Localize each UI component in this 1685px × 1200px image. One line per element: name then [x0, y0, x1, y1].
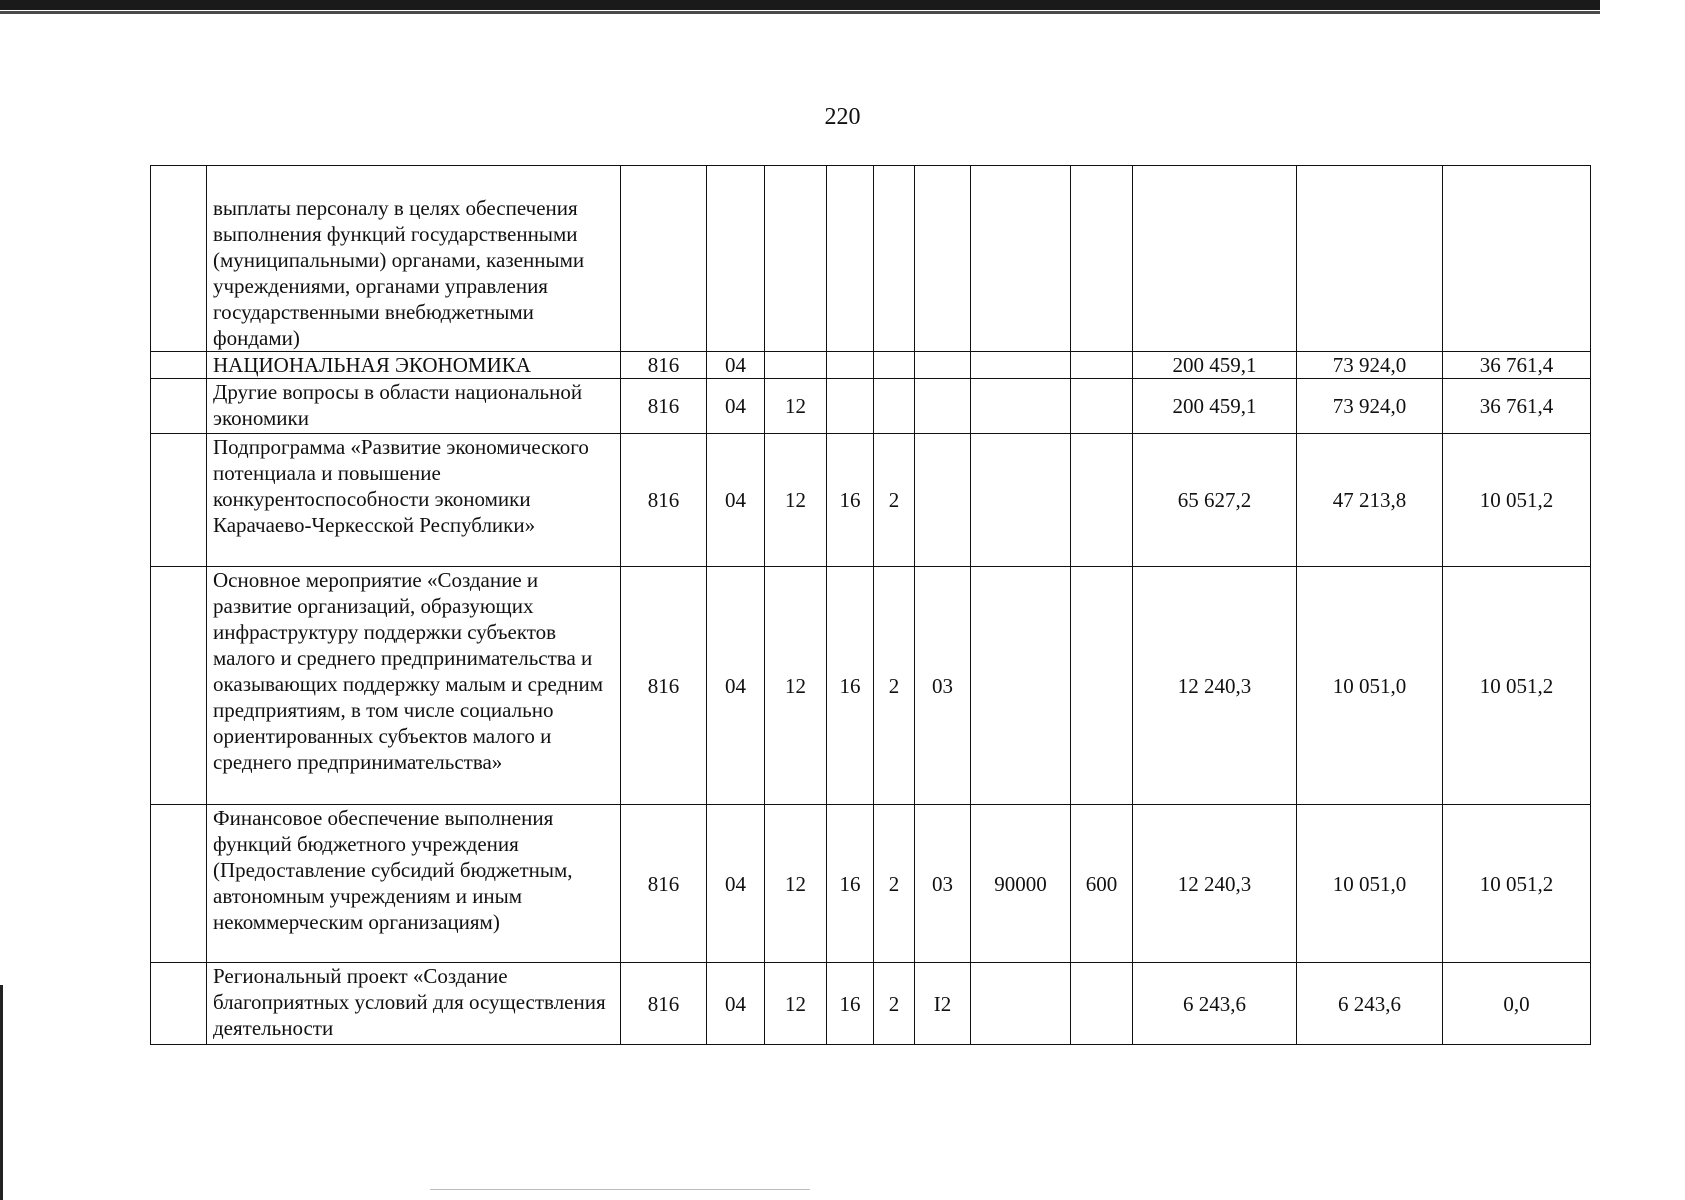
table-row: [151, 166, 1591, 352]
table-row: [151, 379, 1591, 434]
cell-direction: [971, 963, 1071, 1045]
cell-subprogram: 2: [874, 567, 915, 805]
cell-sum-2: 73 924,0: [1297, 352, 1443, 379]
cell-sum-3: 10 051,2: [1443, 434, 1591, 567]
cell-sum-1: 65 627,2: [1133, 434, 1297, 567]
cell-code: 816: [621, 805, 707, 963]
cell-sum-1: 200 459,1: [1133, 352, 1297, 379]
cell-sum-2: 10 051,0: [1297, 567, 1443, 805]
cell-expense-type: [1071, 352, 1133, 379]
cell-subprogram: 2: [874, 963, 915, 1045]
cell-direction: 90000: [971, 805, 1071, 963]
table-row: [151, 352, 1591, 379]
row-name: выплаты персоналу в целях обеспечения выполнения функций государственными (муниципальными) органами, казенными учреждениями, органами управления государственными внебюджетными фондами): [207, 166, 621, 352]
cell-subsection: 12: [765, 434, 827, 567]
cell-subprogram: [874, 166, 915, 352]
cell-section: 04: [707, 963, 765, 1045]
cell-expense-type: [1071, 963, 1133, 1045]
table-row: [151, 805, 1591, 963]
row-name: НАЦИОНАЛЬНАЯ ЭКОНОМИКА: [207, 352, 621, 379]
cell-expense-type: [1071, 567, 1133, 805]
cell-sum-3: [1443, 166, 1591, 352]
cell-code: 816: [621, 963, 707, 1045]
cell-event: [915, 352, 971, 379]
cell-direction: [971, 434, 1071, 567]
cell-section: 04: [707, 805, 765, 963]
table-row: [151, 434, 1591, 567]
cell-sum-3: 0,0: [1443, 963, 1591, 1045]
cell-program: 16: [827, 434, 874, 567]
table-row: [151, 963, 1591, 1045]
cell-sum-2: 10 051,0: [1297, 805, 1443, 963]
scan-left-edge: [0, 985, 3, 1200]
scan-bottom-faint-line: [430, 1189, 810, 1190]
cell-event: [915, 166, 971, 352]
cell-sum-3: 36 761,4: [1443, 379, 1591, 434]
cell-sum-1: 200 459,1: [1133, 379, 1297, 434]
row-name: Другие вопросы в области национальной экономики: [207, 379, 621, 434]
cell-direction: [971, 567, 1071, 805]
row-index-cell: [151, 379, 207, 434]
cell-program: [827, 352, 874, 379]
cell-subsection: 12: [765, 805, 827, 963]
row-index-cell: [151, 963, 207, 1045]
row-name: Подпрограмма «Развитие экономического потенциала и повышение конкурентоспособности экономики Карачаево-Черкесской Республики»: [207, 434, 621, 567]
cell-subprogram: [874, 352, 915, 379]
cell-sum-3: 10 051,2: [1443, 805, 1591, 963]
cell-sum-3: 36 761,4: [1443, 352, 1591, 379]
cell-sum-1: 12 240,3: [1133, 805, 1297, 963]
page-number: 220: [824, 104, 861, 130]
cell-section: [707, 166, 765, 352]
cell-sum-1: [1133, 166, 1297, 352]
cell-section: 04: [707, 567, 765, 805]
scan-top-thin-line: [0, 11, 1600, 14]
row-name: Основное мероприятие «Создание и развитие организаций, образующих инфраструктуру поддержки субъектов малого и среднего предпринимательства и оказывающих поддержку малым и средним предприятиям, в том числе социально ориентированных субъектов малого и среднего предпринимательства»: [207, 567, 621, 805]
cell-sum-1: 12 240,3: [1133, 567, 1297, 805]
cell-section: 04: [707, 434, 765, 567]
cell-program: 16: [827, 963, 874, 1045]
cell-sum-2: 73 924,0: [1297, 379, 1443, 434]
cell-subprogram: 2: [874, 805, 915, 963]
cell-subsection: 12: [765, 963, 827, 1045]
cell-section: 04: [707, 352, 765, 379]
cell-event: [915, 434, 971, 567]
cell-direction: [971, 352, 1071, 379]
cell-sum-3: 10 051,2: [1443, 567, 1591, 805]
row-index-cell: [151, 434, 207, 567]
cell-subsection: 12: [765, 379, 827, 434]
cell-subprogram: [874, 379, 915, 434]
cell-sum-2: 6 243,6: [1297, 963, 1443, 1045]
cell-subsection: 12: [765, 567, 827, 805]
cell-event: [915, 379, 971, 434]
scan-top-border: [0, 0, 1600, 10]
cell-code: 816: [621, 352, 707, 379]
cell-code: [621, 166, 707, 352]
cell-code: 816: [621, 567, 707, 805]
cell-expense-type: [1071, 379, 1133, 434]
row-name: Финансовое обеспечение выполнения функций бюджетного учреждения (Предоставление субсидий бюджетным, автономным учреждениям и иным некоммерческим организациям): [207, 805, 621, 963]
cell-subprogram: 2: [874, 434, 915, 567]
cell-event: I2: [915, 963, 971, 1045]
cell-expense-type: 600: [1071, 805, 1133, 963]
cell-sum-2: [1297, 166, 1443, 352]
cell-direction: [971, 379, 1071, 434]
cell-expense-type: [1071, 166, 1133, 352]
cell-event: 03: [915, 805, 971, 963]
cell-program: [827, 379, 874, 434]
row-index-cell: [151, 805, 207, 963]
budget-table: [150, 165, 1591, 1045]
cell-code: 816: [621, 434, 707, 567]
table-row: [151, 567, 1591, 805]
cell-sum-1: 6 243,6: [1133, 963, 1297, 1045]
cell-subsection: [765, 352, 827, 379]
row-index-cell: [151, 352, 207, 379]
cell-code: 816: [621, 379, 707, 434]
row-index-cell: [151, 567, 207, 805]
cell-sum-2: 47 213,8: [1297, 434, 1443, 567]
cell-program: [827, 166, 874, 352]
cell-expense-type: [1071, 434, 1133, 567]
cell-event: 03: [915, 567, 971, 805]
cell-section: 04: [707, 379, 765, 434]
cell-program: 16: [827, 805, 874, 963]
cell-direction: [971, 166, 1071, 352]
cell-program: 16: [827, 567, 874, 805]
row-name: Региональный проект «Создание благоприятных условий для осуществления деятельности: [207, 963, 621, 1045]
row-index-cell: [151, 166, 207, 352]
cell-subsection: [765, 166, 827, 352]
